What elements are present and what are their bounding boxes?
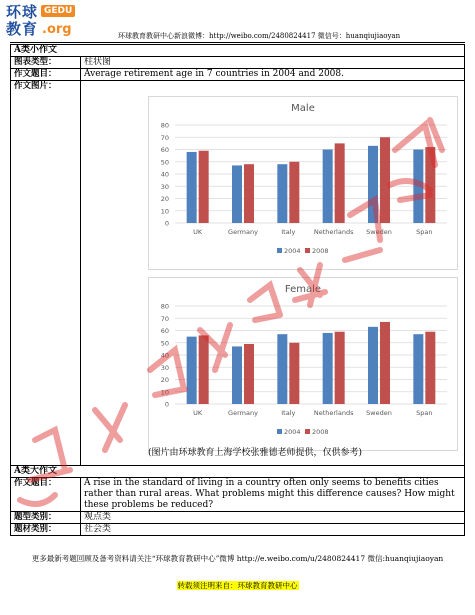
bar-2008-span xyxy=(425,332,435,404)
y-tick-label: 70 xyxy=(160,133,169,142)
male-chart xyxy=(148,96,458,270)
male-chart-title: Male xyxy=(291,103,315,114)
big-topic-value: A rise in the standard of living in a country often only seems to benefits cities rather than rural areas. What problems might this difference causes? How might these problems be reduced? xyxy=(81,478,465,512)
male-chart-plot xyxy=(149,97,457,269)
bar-2008-span xyxy=(425,147,435,223)
bar-2008-germany xyxy=(244,344,254,404)
y-tick-label: 60 xyxy=(160,146,169,154)
gedu-logo xyxy=(6,4,76,40)
page-header xyxy=(0,0,475,44)
y-tick-label: 30 xyxy=(160,182,169,191)
y-tick-label: 80 xyxy=(160,302,169,311)
bar-2008-netherlands xyxy=(335,143,345,223)
bar-2004-netherlands xyxy=(323,150,333,224)
section-a-small-heading: A类小作文 xyxy=(11,45,465,57)
bar-2008-italy xyxy=(289,162,299,223)
x-tick-label: Germany xyxy=(228,409,258,417)
bar-2004-uk xyxy=(187,337,197,404)
legend-swatch-2008 xyxy=(305,429,310,434)
y-tick-label: 60 xyxy=(160,327,169,335)
x-tick-label: Netherlands xyxy=(313,228,354,236)
essay-table xyxy=(10,44,465,536)
bar-2008-sweden xyxy=(380,137,390,223)
female-chart xyxy=(148,277,458,451)
y-tick-label: 40 xyxy=(160,351,169,360)
image-cell xyxy=(81,81,465,466)
logo-badge: GEDU xyxy=(41,5,75,17)
legend-label-2004: 2004 xyxy=(284,428,301,436)
image-label: 作文图片： xyxy=(11,81,81,466)
x-tick-label: Span xyxy=(416,409,433,417)
x-tick-label: UK xyxy=(193,228,203,236)
legend-swatch-2008 xyxy=(305,248,310,253)
type-value: 观点类 xyxy=(81,512,465,524)
category-label: 题材类别： xyxy=(11,524,81,536)
chart-area xyxy=(84,81,461,465)
logo-org: .org xyxy=(42,22,72,37)
category-value: 社会类 xyxy=(81,524,465,536)
big-topic-label: 作文题目： xyxy=(11,478,81,512)
y-tick-label: 70 xyxy=(160,314,169,323)
x-tick-label: UK xyxy=(193,409,203,417)
legend-label-2008: 2008 xyxy=(312,247,329,255)
bar-2004-germany xyxy=(232,165,242,223)
legend-label-2004: 2004 xyxy=(284,247,301,255)
y-tick-label: 50 xyxy=(160,339,169,348)
x-tick-label: Netherlands xyxy=(313,409,354,417)
y-tick-label: 40 xyxy=(160,170,169,179)
chart-type-label: 图表类型： xyxy=(11,57,81,69)
bar-2008-italy xyxy=(289,343,299,404)
legend-swatch-2004 xyxy=(277,248,282,253)
y-tick-label: 50 xyxy=(160,158,169,167)
bar-2008-netherlands xyxy=(335,332,345,404)
section-a-big-heading: A类大作文 xyxy=(11,466,465,478)
footer-reprint-text: 转载须注明来自：环球教育教研中心 xyxy=(177,581,298,590)
header-rule xyxy=(10,42,465,43)
chart-type-value: 柱状图 xyxy=(81,57,465,69)
logo-text-line-2: 教育 xyxy=(6,20,39,38)
logo-text-line-1: 环球 xyxy=(6,3,39,21)
type-label: 题型类别： xyxy=(11,512,81,524)
y-tick-label: 0 xyxy=(164,219,169,228)
bar-2004-sweden xyxy=(368,327,378,404)
bar-2004-germany xyxy=(232,346,242,404)
bar-2004-netherlands xyxy=(323,333,333,404)
x-tick-label: Sweden xyxy=(366,228,392,236)
footer-reprint xyxy=(0,573,475,592)
legend-swatch-2004 xyxy=(277,429,282,434)
female-chart-plot xyxy=(149,278,457,450)
y-tick-label: 30 xyxy=(160,363,169,372)
footer-note: 更多最新考题回顾及备考资料请关注“环球教育教研中心”微博 http://e.weibo.com/u/2480824417 微信:huanqiujiaoyan xyxy=(31,554,444,563)
y-tick-label: 10 xyxy=(160,207,169,216)
x-tick-label: Italy xyxy=(281,228,296,236)
bar-2008-uk xyxy=(199,151,209,223)
bar-2008-sweden xyxy=(380,322,390,404)
x-tick-label: Germany xyxy=(228,228,258,236)
topic-value: Average retirement age in 7 countries in 2004 and 2008. xyxy=(81,69,465,81)
y-tick-label: 80 xyxy=(160,121,169,130)
x-tick-label: Sweden xyxy=(366,409,392,417)
image-credit: (图片由环球教育上海学校张雅德老师提供，仅供参考) xyxy=(148,448,363,458)
bar-2004-sweden xyxy=(368,146,378,223)
bar-2008-germany xyxy=(244,164,254,223)
female-chart-title: Female xyxy=(284,284,322,295)
bar-2004-italy xyxy=(277,334,287,404)
bar-2004-italy xyxy=(277,164,287,223)
bar-2004-uk xyxy=(187,152,197,223)
header-text: 环球教育教研中心新浪微博：http://weibo.com/2480824417 微信号：huanqiujiaoyan xyxy=(118,32,401,40)
x-tick-label: Italy xyxy=(281,409,296,417)
legend-label-2008: 2008 xyxy=(312,428,329,436)
y-tick-label: 10 xyxy=(160,388,169,397)
y-tick-label: 20 xyxy=(160,195,169,203)
x-tick-label: Span xyxy=(416,228,433,236)
y-tick-label: 0 xyxy=(164,400,169,409)
y-tick-label: 20 xyxy=(160,376,169,384)
topic-label: 作文题目： xyxy=(11,69,81,81)
bar-2008-uk xyxy=(199,335,209,404)
bar-2004-span xyxy=(413,334,423,404)
bar-2004-span xyxy=(413,150,423,224)
